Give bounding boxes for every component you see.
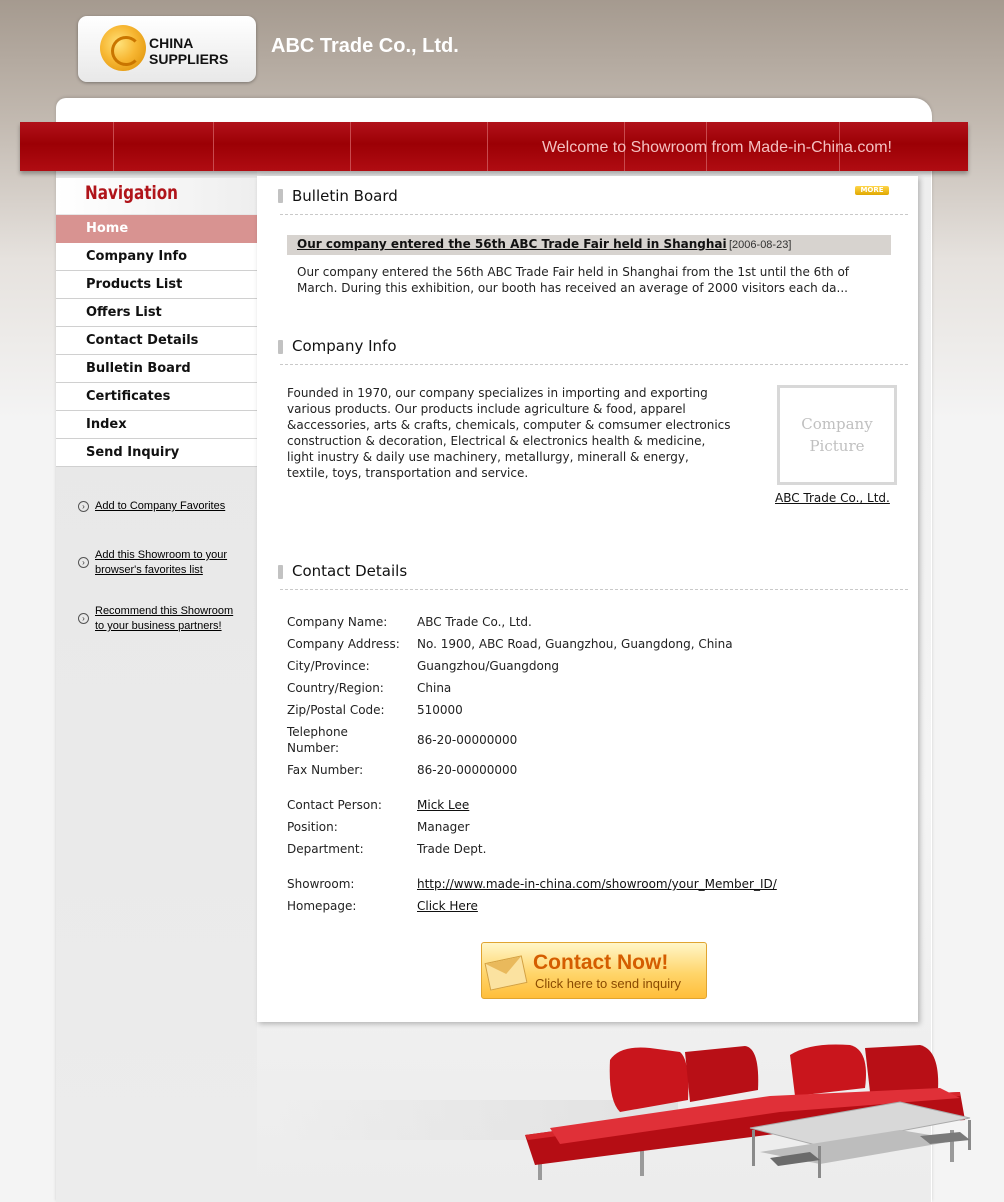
picture-placeholder-line2: Picture xyxy=(809,437,865,455)
news-title-link[interactable]: Our company entered the 56th ABC Trade Fair held in Shanghai xyxy=(297,237,727,251)
country-region-label: Country/Region: xyxy=(287,681,384,695)
add-to-company-favorites-link[interactable]: Add to Company Favorites xyxy=(95,500,226,512)
welcome-message: Welcome to Showroom from Made-in-China.com! xyxy=(541,139,892,156)
bulletin-board-title: Bulletin Board xyxy=(292,187,398,205)
section-marker xyxy=(278,340,283,354)
nav-item-products-list[interactable]: Products List xyxy=(56,271,257,299)
logo-text-line1: CHINA xyxy=(149,35,194,51)
section-divider xyxy=(280,214,908,215)
showroom-value xyxy=(417,876,777,892)
add-showroom-favorites-link-line1[interactable]: Add this Showroom to your xyxy=(95,549,228,561)
homepage-label: Homepage: xyxy=(287,899,357,913)
company-description: Founded in 1970, our company specializes in importing and exporting various products. Our products include agriculture & food, apparel &accessories, arts & crafts, chemicals, computer & comsumer electronics construction & decoration, Electrical & electronics health & medicine, light inustry & daily use machinery, metallurgy, minerall & energy, textile, toys, transportation and service. xyxy=(287,386,731,480)
more-button[interactable]: MORE xyxy=(855,186,889,195)
company-info-title: Company Info xyxy=(292,337,397,355)
country-region-value: China xyxy=(417,681,452,695)
contact-person-link[interactable]: Mick Lee xyxy=(417,798,470,812)
nav-item-certificates[interactable]: Certificates xyxy=(56,383,257,411)
homepage-link[interactable]: Click Here xyxy=(417,899,478,913)
telephone-label-line2: Number: xyxy=(287,741,340,755)
china-suppliers-logo[interactable] xyxy=(78,16,256,82)
fax-label: Fax Number: xyxy=(287,763,364,777)
contact-person-value xyxy=(417,797,469,813)
zip-code-label: Zip/Postal Code: xyxy=(287,703,385,717)
banner-separator xyxy=(213,122,214,171)
position-label: Position: xyxy=(287,820,338,834)
company-title: ABC Trade Co., Ltd. xyxy=(271,35,459,57)
zip-code-value: 510000 xyxy=(417,703,463,717)
banner-separator xyxy=(350,122,351,171)
contact-now-button[interactable] xyxy=(481,942,707,999)
company-address-label: Company Address: xyxy=(287,637,400,651)
banner-separator xyxy=(113,122,114,171)
red-banner xyxy=(20,122,968,171)
arrow-right-icon: › xyxy=(78,613,89,624)
city-province-value: Guangzhou/Guangdong xyxy=(417,659,560,673)
section-marker xyxy=(278,565,283,579)
telephone-value: 86-20-00000000 xyxy=(417,733,518,747)
showroom-url-link[interactable]: http://www.made-in-china.com/showroom/your_Member_ID/ xyxy=(417,877,777,891)
showroom-label: Showroom: xyxy=(287,877,355,891)
arrow-right-icon: › xyxy=(78,557,89,568)
news-date: [2006-08-23] xyxy=(729,239,792,251)
contact-person-label: Contact Person: xyxy=(287,798,382,812)
red-sofa-illustration xyxy=(520,1040,990,1190)
recommend-showroom-link-line1[interactable]: Recommend this Showroom xyxy=(95,605,234,617)
city-province-label: City/Province: xyxy=(287,659,370,673)
department-value: Trade Dept. xyxy=(417,842,487,856)
nav-item-company-info[interactable]: Company Info xyxy=(56,243,257,271)
position-value: Manager xyxy=(417,820,470,834)
recommend-showroom-link-line2[interactable]: to your business partners! xyxy=(95,620,222,632)
nav-item-index[interactable]: Index xyxy=(56,411,257,439)
contact-now-sublabel: Click here to send inquiry xyxy=(535,976,681,991)
fax-value: 86-20-00000000 xyxy=(417,763,518,777)
section-marker xyxy=(278,189,283,203)
company-name-link[interactable]: ABC Trade Co., Ltd. xyxy=(775,491,890,505)
arrow-right-icon: › xyxy=(78,501,89,512)
company-picture-placeholder xyxy=(777,385,897,485)
telephone-label-line1: Telephone xyxy=(287,725,348,739)
homepage-value xyxy=(417,898,478,914)
nav-list xyxy=(56,215,257,467)
main-content-panel xyxy=(257,176,918,1022)
nav-item-bulletin-board[interactable]: Bulletin Board xyxy=(56,355,257,383)
company-name-label: Company Name: xyxy=(287,615,388,629)
nav-item-send-inquiry[interactable]: Send Inquiry xyxy=(56,439,257,467)
news-item-header xyxy=(287,235,891,255)
envelope-icon xyxy=(485,955,528,990)
company-address-value: No. 1900, ABC Road, Guangzhou, Guangdong, China xyxy=(417,637,733,651)
contact-details-title: Contact Details xyxy=(292,562,408,580)
department-label: Department: xyxy=(287,842,364,856)
contact-now-label: Contact Now! xyxy=(533,951,669,974)
dragon-logo-icon xyxy=(100,25,146,71)
company-name-value: ABC Trade Co., Ltd. xyxy=(417,615,532,629)
section-divider xyxy=(280,589,908,590)
nav-item-home[interactable]: Home xyxy=(56,215,257,243)
logo-text-line2: SUPPLIERS xyxy=(149,51,229,67)
picture-placeholder-line1: Company xyxy=(801,415,873,433)
nav-item-offers-list[interactable]: Offers List xyxy=(56,299,257,327)
section-divider xyxy=(280,364,908,365)
add-showroom-favorites-link-line2[interactable]: browser's favorites list xyxy=(95,564,203,576)
news-summary: Our company entered the 56th ABC Trade Fair held in Shanghai from the 1st until the 6th of March. During this exhibition, our booth has received an average of 2000 visitors each da... xyxy=(297,265,850,295)
nav-item-contact-details[interactable]: Contact Details xyxy=(56,327,257,355)
nav-heading: Navigation xyxy=(85,182,178,204)
banner-separator xyxy=(487,122,488,171)
